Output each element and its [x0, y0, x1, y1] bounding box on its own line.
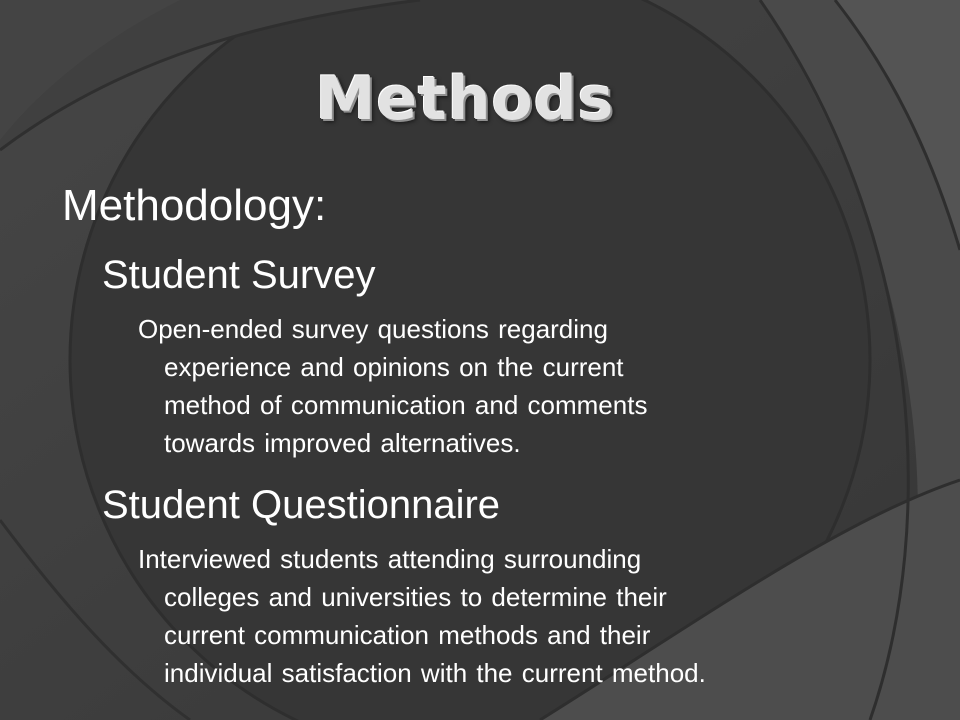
- survey-line: Open-ended survey questions regarding: [138, 314, 608, 344]
- section-label-questionnaire: Student Questionnaire: [102, 483, 501, 527]
- questionnaire-line: current communication methods and their: [164, 620, 651, 650]
- methodology-heading: Methodology:: [62, 181, 327, 230]
- slide-title: Methods: [315, 64, 615, 134]
- questionnaire-line: colleges and universities to determine their: [164, 582, 667, 612]
- section-label-survey: Student Survey: [102, 253, 376, 297]
- survey-line: experience and opinions on the current: [164, 352, 624, 382]
- survey-line: towards improved alternatives.: [164, 428, 521, 458]
- survey-line: method of communication and comments: [164, 390, 648, 420]
- questionnaire-line: individual satisfaction with the current method.: [164, 658, 706, 688]
- questionnaire-line: Interviewed students attending surrounding: [138, 544, 642, 574]
